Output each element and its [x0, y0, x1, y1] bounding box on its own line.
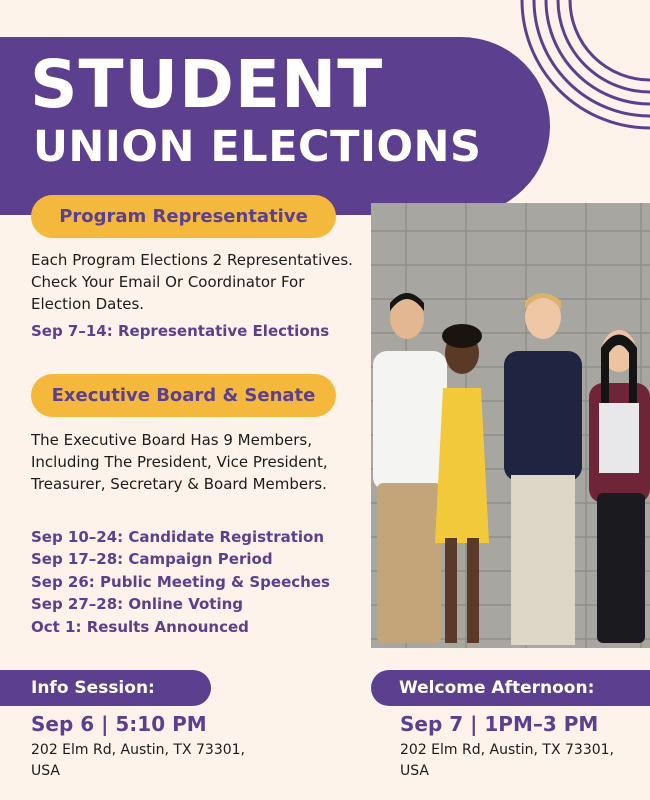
welcome-afternoon-address: 202 Elm Rd, Austin, TX 73301, USA	[400, 742, 614, 779]
welcome-afternoon-label: Welcome Afternoon:	[371, 670, 650, 706]
info-session-datetime: Sep 6 | 5:10 PM	[31, 712, 207, 736]
info-session-address: 202 Elm Rd, Austin, TX 73301, USA	[31, 742, 245, 779]
executive-board-pill: Executive Board & Senate	[31, 374, 336, 417]
exec-date-voting: Sep 27–28: Online Voting	[31, 595, 244, 613]
executive-board-description: The Executive Board Has 9 Members, Including The President, Vice President, Treasurer, Secretary & Board Members.	[31, 431, 328, 493]
exec-date-registration: Sep 10–24: Candidate Registration	[31, 528, 325, 546]
welcome-afternoon-datetime: Sep 7 | 1PM–3 PM	[400, 712, 599, 736]
info-session-label: Info Session:	[0, 670, 211, 706]
exec-date-campaign: Sep 17–28: Campaign Period	[31, 550, 273, 568]
program-representative-description: Each Program Elections 2 Representatives. Check Your Email Or Coordinator For Election Dates.	[31, 251, 353, 313]
title-student: STUDENT	[30, 46, 384, 123]
exec-date-results: Oct 1: Results Announced	[31, 618, 249, 636]
program-rep-date: Sep 7–14: Representative Elections	[31, 322, 330, 340]
program-representative-pill: Program Representative	[31, 195, 336, 238]
exec-date-public-meeting: Sep 26: Public Meeting & Speeches	[31, 573, 330, 591]
students-group-photo	[371, 203, 650, 648]
title-union-elections: UNION ELECTIONS	[33, 122, 482, 172]
